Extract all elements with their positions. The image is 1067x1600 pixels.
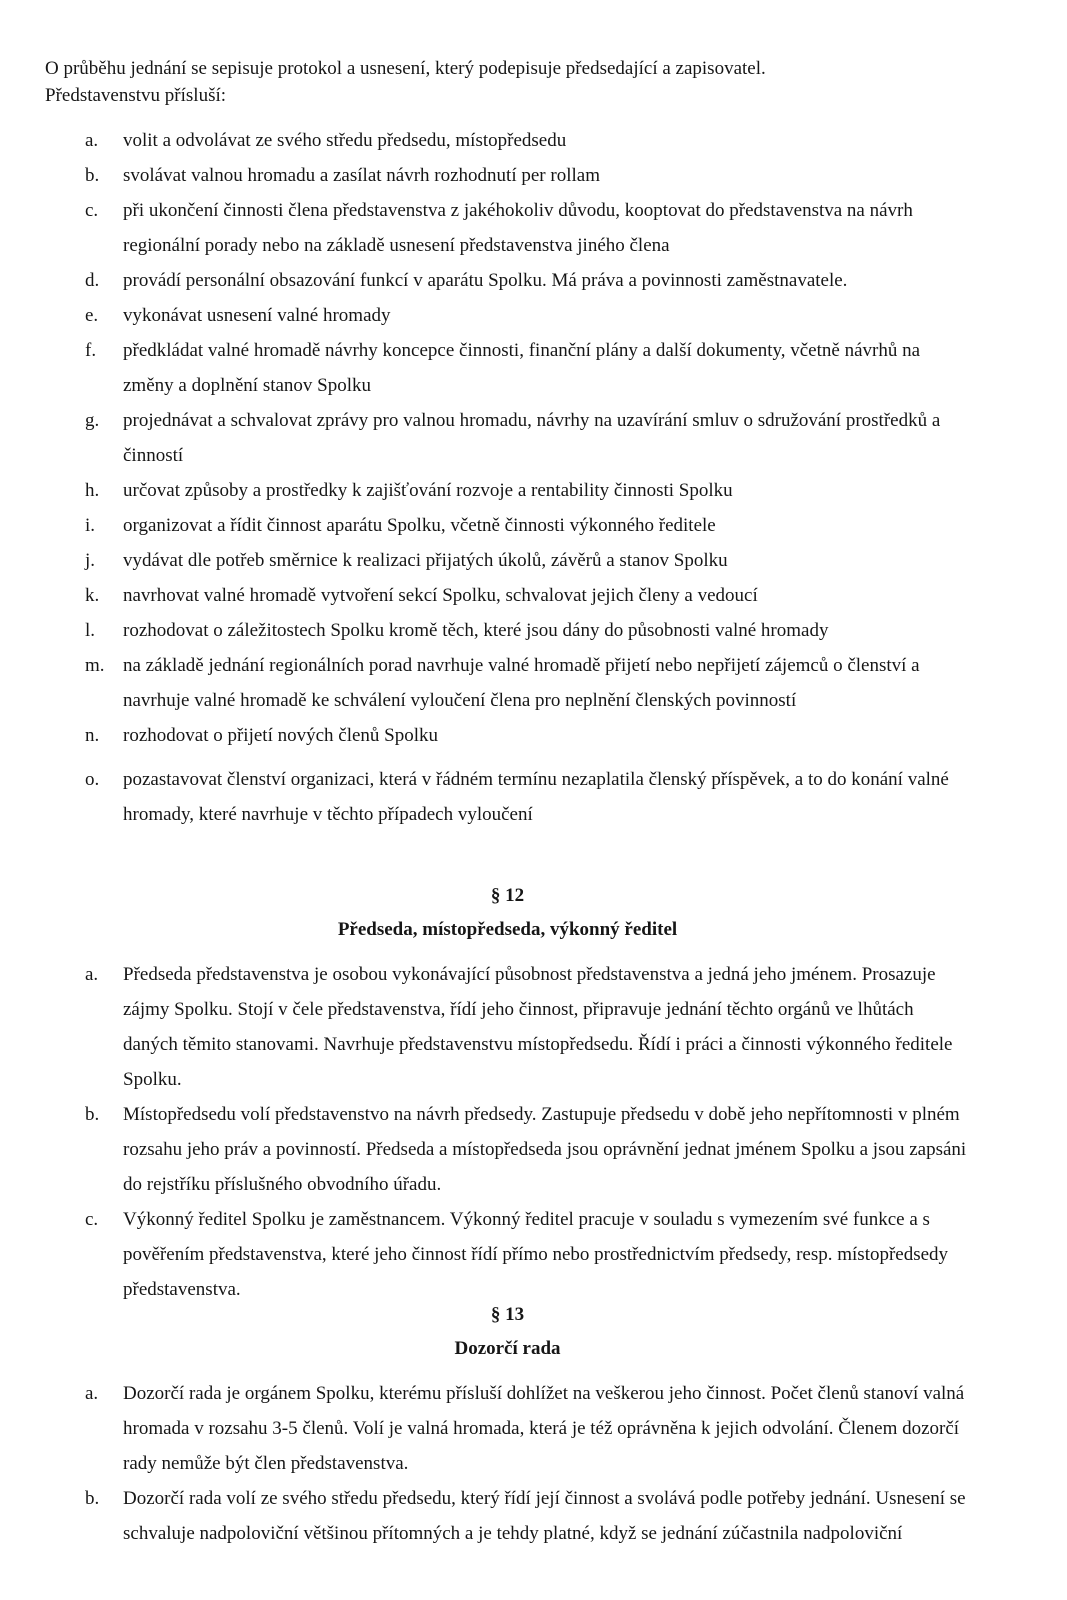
list-item-text: navrhovat valné hromadě vytvoření sekcí Spolku, schvalovat jejich členy a vedoucí [123,585,758,606]
list-marker: j. [85,550,96,571]
list-marker: c. [85,200,99,221]
list-item-text: rozhodovat o záležitostech Spolku kromě těch, které jsou dány do působnosti valné hromady [123,620,829,641]
list-item [85,613,970,648]
section-12-title: Předseda, místopředseda, výkonný ředitel [337,919,678,940]
list-marker: a. [85,964,99,985]
list-item-text: vydávat dle potřeb směrnice k realizaci přijatých úkolů, závěrů a stanov Spolku [123,550,728,571]
list-item-text: Místopředsedu volí představenstvo na návrh předsedy. Zastupuje předsedu v době jeho nepřítomnosti v plném rozsahu jeho práv a povinností. Předseda a místopředseda jsou oprávnění jednat jménem Spolku a jsou zapsáni do rejstříku příslušného obvodního úřadu. [123,1104,967,1195]
section-12-number: § 12 [490,885,525,906]
list-item [85,762,970,832]
list-marker: d. [85,270,100,291]
list-item [85,957,970,1097]
list-item [85,1376,970,1481]
section-13-list [85,1376,970,1551]
list-marker: g. [85,410,100,431]
list-item-text: organizovat a řídit činnost aparátu Spolku, včetně činnosti výkonného ředitele [123,515,716,536]
list-item [85,193,970,263]
list-item-text: Výkonný ředitel Spolku je zaměstnancem. Výkonný ředitel pracuje v souladu s vymezením své funkce a s pověřením představenstva, které jeho činnost řídí přímo nebo prostřednictvím předsedy, resp. místopředsedy představenstva. [123,1209,949,1300]
list-marker: o. [85,769,100,790]
intro-line: O průběhu jednání se sepisuje protokol a usnesení, který podepisuje předsedající a zapisovatel. [45,58,766,79]
list-marker: b. [85,1104,100,1125]
list-marker: a. [85,130,99,151]
list-marker: f. [85,340,97,361]
list-marker: b. [85,1488,100,1509]
intro-paragraph [45,55,970,109]
list-item-text: při ukončení činnosti člena představenstva z jakéhokoliv důvodu, kooptovat do představenstva na návrh regionální porady nebo na základě usnesení představenstva jiného člena [123,200,913,256]
list-item [85,1202,970,1307]
list-marker: b. [85,165,100,186]
list-item-text: vykonávat usnesení valné hromady [123,305,391,326]
list-item-text: předkládat valné hromadě návrhy koncepce činnosti, finanční plány a další dokumenty, včetně návrhů na změny a doplnění stanov Spolku [123,340,921,396]
list-item-text: určovat způsoby a prostředky k zajišťování rozvoje a rentability činnosti Spolku [123,480,733,501]
list-item-text: Dozorčí rada volí ze svého středu předsedu, který řídí její činnost a svolává podle potřeby jednání. Usnesení se schvaluje nadpoloviční většinou přítomných a je tehdy platné, když se jednání zúčastnila nadpoloviční [123,1488,966,1544]
list-item-text: projednávat a schvalovat zprávy pro valnou hromadu, návrhy na uzavírání smluv o sdružování prostředků a činností [123,410,941,466]
list-marker: k. [85,585,100,606]
list-item [85,123,970,158]
list-item [85,473,970,508]
list-item-text: Předseda představenstva je osobou vykonávající působnost představenstva a jedná jeho jménem. Prosazuje zájmy Spolku. Stojí v čele představenstva, řídí jeho činnost, připravuje jednání těchto orgánů ve lhůtách daných těmito stanovami. Navrhuje představenstvu místopředsedu. Řídí i práci a činnosti výkonného ředitele Spolku. [123,964,953,1090]
list-marker: i. [85,515,96,536]
list-marker: n. [85,725,100,746]
list-item-text: na základě jednání regionálních porad navrhuje valné hromadě přijetí nebo nepřijetí zájemců o členství a navrhuje valné hromadě ke schválení vyloučení člena pro neplnění členských povinností [123,655,920,711]
section-13 [45,1301,970,1551]
list-item [85,403,970,473]
list-item-text: pozastavovat členství organizaci, která v řádném termínu nezaplatila členský příspěvek, a to do konání valné hromady, které navrhuje v těchto případech vyloučení [123,769,949,825]
list-marker: m. [85,655,105,676]
list-marker: h. [85,480,100,501]
list-item [85,578,970,613]
list-item [85,1481,970,1551]
list-item [85,718,970,753]
list-item [85,648,970,718]
list-item [85,263,970,298]
list-item-text: Dozorčí rada je orgánem Spolku, kterému přísluší dohlížet na veškerou jeho činnost. Počet členů stanoví valná hromada v rozsahu 3-5 členů. Volí je valná hromada, která je též oprávněna k jejich odvolání. Členem dozorčí rady nemůže být člen představenstva. [123,1383,965,1474]
list-item [85,508,970,543]
list-item [85,333,970,403]
section-12 [45,882,970,1307]
board-duties-list [85,123,970,832]
list-item-text: provádí personální obsazování funkcí v aparátu Spolku. Má práva a povinnosti zaměstnavatele. [123,270,848,291]
section-13-number: § 13 [490,1304,525,1325]
list-item [85,1097,970,1202]
intro-line: Představenstvu přísluší: [45,85,227,106]
list-item-text: svolávat valnou hromadu a zasílat návrh rozhodnutí per rollam [123,165,600,186]
section-13-title: Dozorčí rada [454,1338,561,1359]
list-marker: l. [85,620,96,641]
list-item [85,158,970,193]
list-item [85,543,970,578]
list-marker: a. [85,1383,99,1404]
list-marker: c. [85,1209,99,1230]
section-12-list [85,957,970,1307]
list-item-text: volit a odvolávat ze svého středu předsedu, místopředsedu [123,130,567,151]
list-item-text: rozhodovat o přijetí nových členů Spolku [123,725,439,746]
list-marker: e. [85,305,99,326]
list-item [85,298,970,333]
